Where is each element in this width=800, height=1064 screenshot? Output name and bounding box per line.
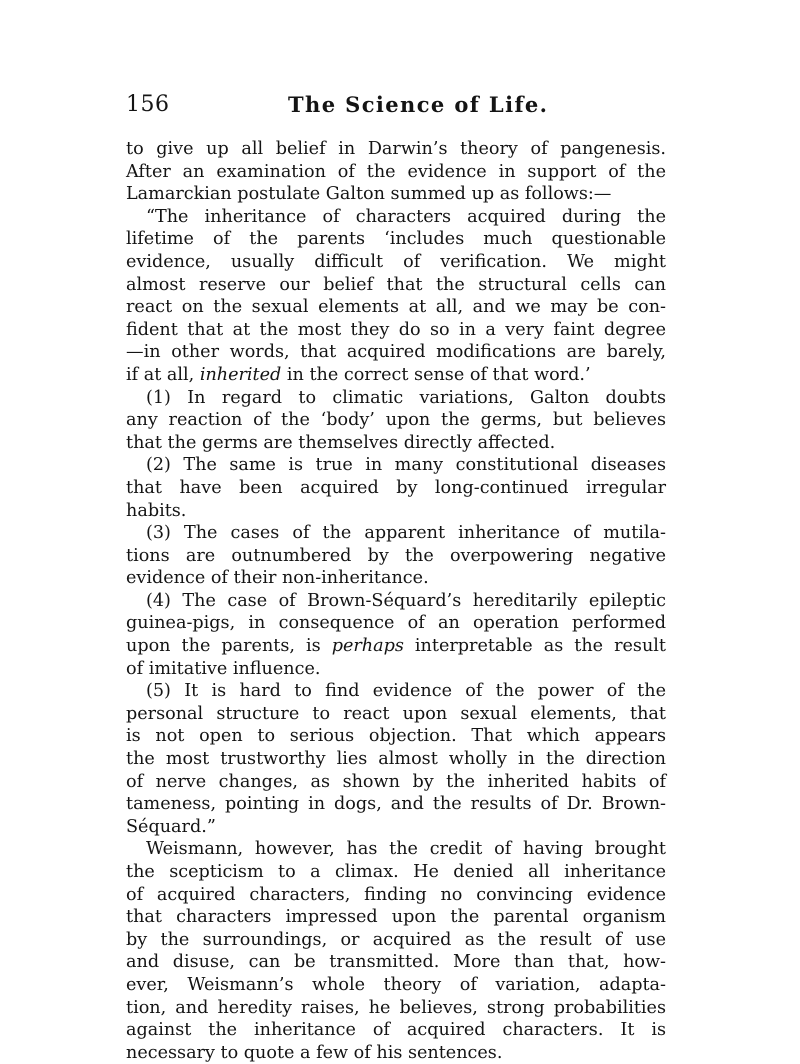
text-line: of acquired characters, finding no convincing evidence [126,884,666,905]
text-line: —in other words, that acquired modifications are barely, [126,342,666,363]
text-line: is not open to serious objection. That which appears [126,726,666,747]
body-text [126,138,666,1064]
text-line: that characters impressed upon the parental organism [126,907,666,928]
text-line: of imitative influence. [126,658,321,679]
page-number: 156 [126,92,170,117]
text-line: tameness, pointing in dogs, and the results of Dr. Brown- [126,794,666,815]
italic-word: inherited [199,364,282,385]
text-line: habits. [126,500,187,521]
text-line: any reaction of the ‘body’ upon the germs, but believes [126,410,666,431]
text-line: fident that at the most they do so in a very faint degree [126,319,666,340]
text-line: and disuse, can be transmitted. More than that, how- [126,952,666,973]
text-line: against the inheritance of acquired characters. It is [126,1020,666,1041]
text-run: if at all, [126,364,200,385]
text-line: that have been acquired by long-continued irregular [126,477,666,498]
text-line: of nerve changes, as shown by the inherited habits of [126,771,666,792]
italic-word: perhaps [331,636,404,657]
text-run: interpretable as the result [403,636,666,657]
text-run: in the correct sense of that word.’ [281,364,591,385]
text-line: (3) The cases of the apparent inheritance of mutila- [146,523,666,544]
text-line: (5) It is hard to find evidence of the power of the [146,681,666,702]
text-line: “The inheritance of characters acquired during the [146,206,666,227]
text-line: tion, and heredity raises, he believes, strong probabilities [126,997,666,1018]
text-line: necessary to quote a few of his sentences. [126,1042,503,1063]
text-line: evidence, usually difficult of verification. We might [126,251,666,272]
text-line: that the germs are themselves directly affected. [126,432,556,453]
text-line: lifetime of the parents ‘includes much questionable [126,229,666,250]
text-line: the most trustworthy lies almost wholly in the direction [126,749,666,770]
text-line: the scepticism to a climax. He denied all inheritance [126,862,666,882]
text-line: almost reserve our belief that the structural cells can [126,274,666,295]
text-line: After an examination of the evidence in support of the [126,161,666,182]
text-line [126,364,666,387]
running-title: The Science of Life. [288,92,549,117]
text-line: guinea-pigs, in consequence of an operation performed [126,613,666,634]
text-line: ever, Weismann’s whole theory of variation, adapta- [126,974,666,995]
text-line: to give up all belief in Darwin’s theory of pangenesis. [126,139,666,159]
text-line: (4) The case of Brown-Séquard’s hereditarily epileptic [146,590,666,611]
text-line: Weismann, however, has the credit of having brought [146,839,666,860]
text-line: tions are outnumbered by the overpowering negative [126,545,666,566]
text-line: (1) In regard to climatic variations, Galton doubts [146,387,666,408]
text-line: (2) The same is true in many constitutional diseases [146,455,666,476]
text-line: Lamarckian postulate Galton summed up as follows:— [126,184,612,205]
text-line: personal structure to react upon sexual elements, that [126,703,666,724]
page-header [126,92,666,122]
text-line [126,635,666,658]
text-run: upon the parents, is [126,636,332,657]
text-line: react on the sexual elements at all, and we may be con- [126,297,666,318]
text-line: Séquard.” [126,816,216,837]
text-line: evidence of their non-inheritance. [126,568,429,589]
text-line: by the surroundings, or acquired as the result of use [126,929,666,950]
